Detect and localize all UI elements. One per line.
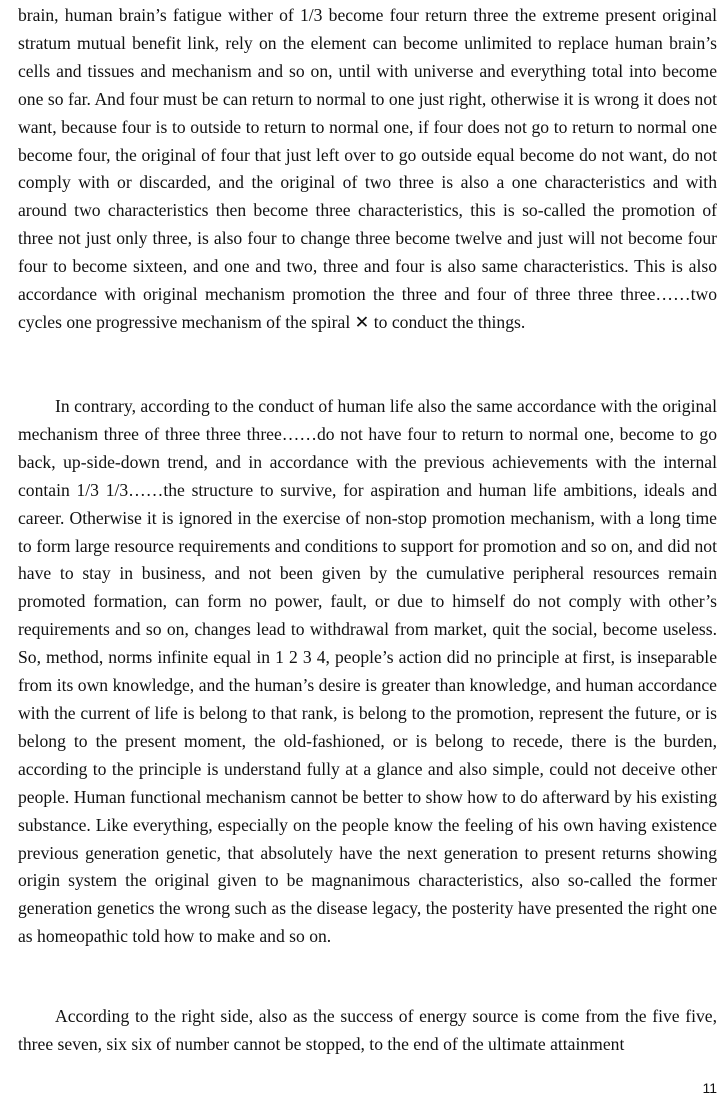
page-number: 11: [702, 1080, 717, 1096]
paragraph-1: brain, human brain’s fatigue wither of 1/3 become four return three the extreme present original stratum mutual benefit link, rely on the element can become unlimited to replace human brain’s cells and tissues and mechanism and so on, until with universe and everything total into become one so far. And four must be can return to normal to one just right, otherwise it is wrong it does not want, because four is to outside to return to normal one, if four does not go to return to normal one become four, the original of four that just left over to go outside equal become do not want, do not comply with or discarded, and the original of two three is also a one characteristics and with around two characteristics then become three characteristics, this is so-called the promotion of three not just only three, is also four to change three become twelve and just will not become four four to become sixteen, and one and two, three and four is also same characteristics. This is also accordance with original mechanism promotion the three and four of three three three……two cycles one progressive mechanism of the spiral ✕ to conduct the things.: [18, 5, 717, 332]
paragraph-2: In contrary, according to the conduct of human life also the same accordance with the original mechanism three of three three three……do not have four to return to normal one, become to go back, up-side-down trend, and in accordance with the previous achievements with the internal contain 1/3 1/3……the structure to survive, for aspiration and human life ambitions, ideals and career. Otherwise it is ignored in the exercise of non-stop promotion mechanism, with a long time to form large resource requirements and conditions to support for promotion and so on, and did not have to stay in business, and not been given by the cumulative peripheral resources remain promoted formation, can form no power, fault, or due to himself do not comply with other’s requirements and so on, changes lead to withdrawal from market, quit the social, become useless. So, method, norms infinite equal in 1 2 3 4, people’s action did no principle at first, is inseparable from its own knowledge, and the human’s desire is greater than knowledge, and human accordance with the current of life is belong to that rank, is belong to the promotion, represent the future, or is belong to the present moment, the old-fashioned, or is belong to recede, there is the burden, according to the principle is understand fully at a glance and also simple, could not deceive other people. Human functional mechanism cannot be better to show how to do afterward by his existing substance. Like everything, especially on the people know the feeling of his own having existence previous generation genetic, that absolutely have the next generation to present returns showing origin system the original given to be magnanimous characteristics, also so-called the former generation genetics the wrong such as the disease legacy, the posterity have presented the right one as homeopathic told how to make and so on.: [18, 396, 717, 947]
paragraph-3: According to the right side, also as the success of energy source is come from the five five, three seven, six six of number cannot be stopped, to the end of the ultimate attainment: [18, 1006, 717, 1054]
